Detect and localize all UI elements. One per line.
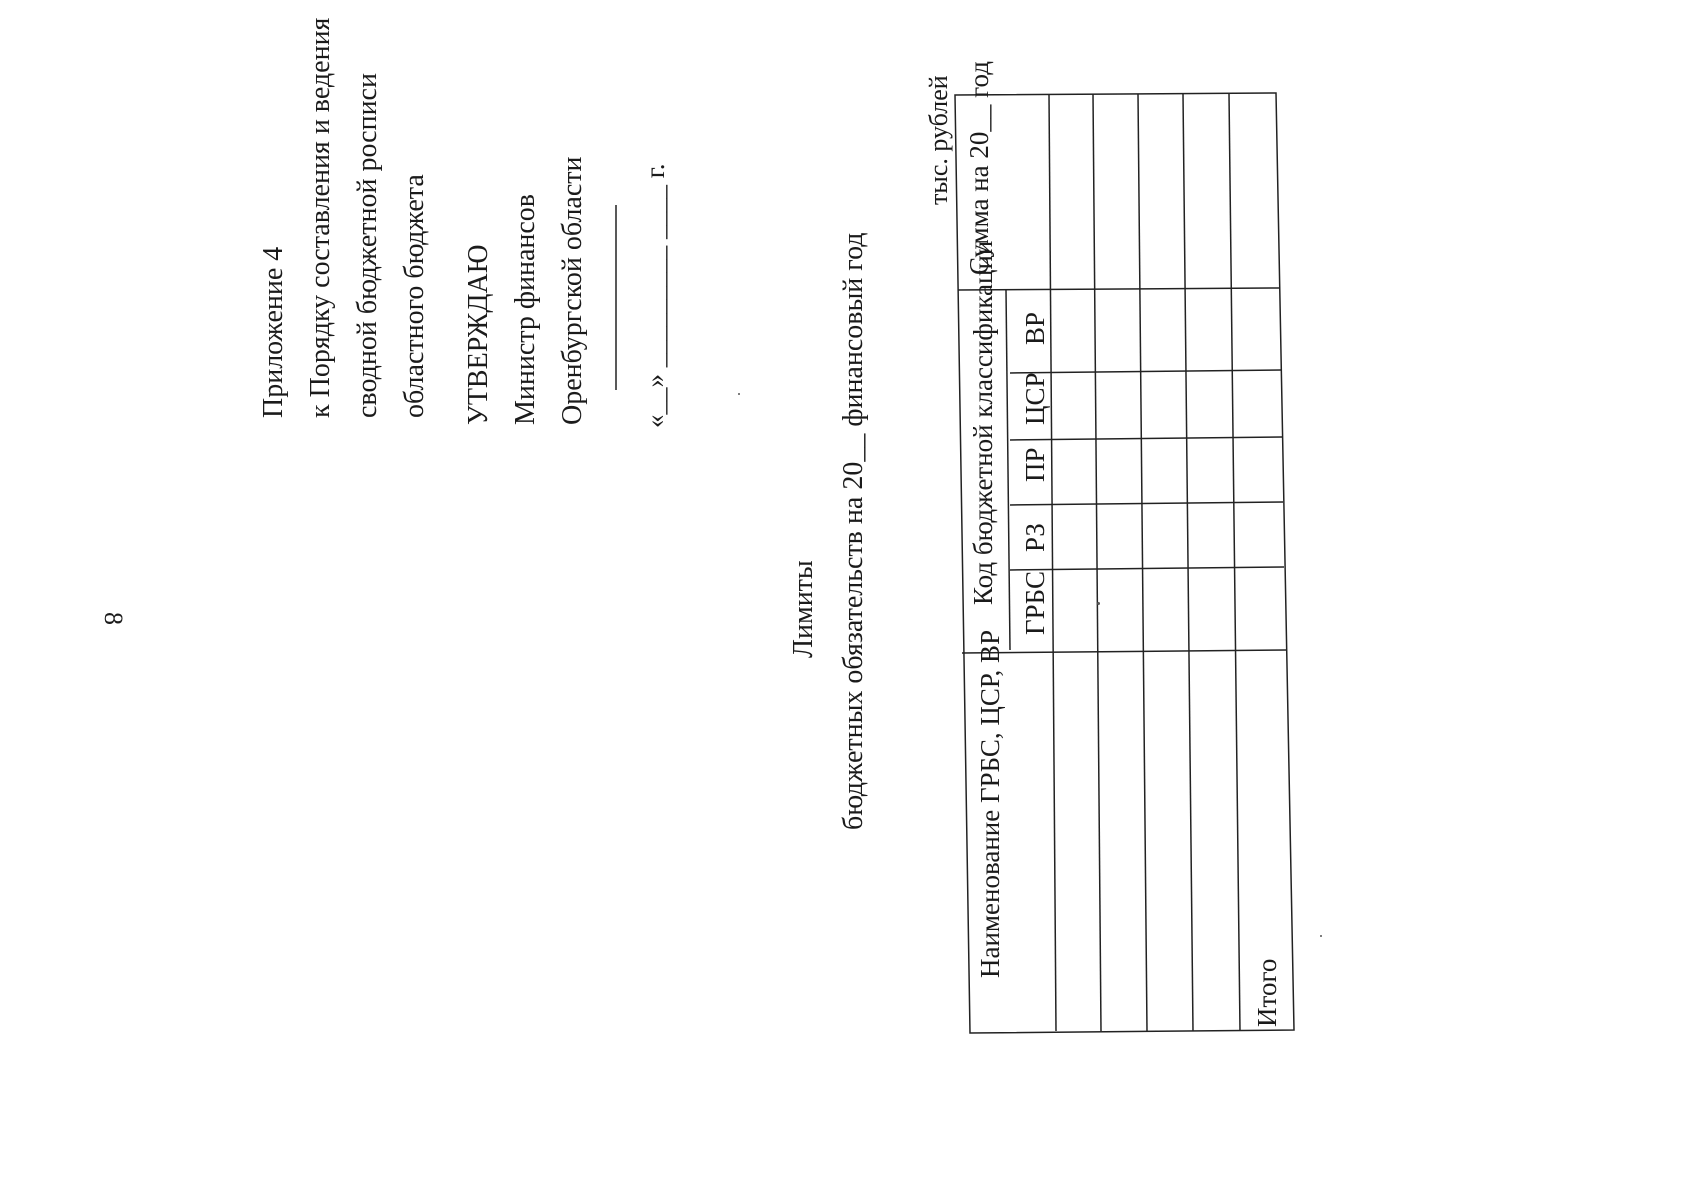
header-rz: РЗ (1020, 523, 1050, 552)
header-vr: ВР (1020, 311, 1050, 345)
scan-speck (1097, 602, 1100, 605)
approval-line: Министр финансов (510, 193, 541, 425)
units-label: тыс. рублей (924, 75, 953, 205)
header-pr: ПР (1020, 447, 1050, 482)
appendix-line: сводной бюджетной росписи (352, 73, 383, 418)
header-code: Код бюджетной классификации (968, 240, 998, 605)
header-tsr: ЦСР (1020, 372, 1050, 425)
header-name: Наименование ГРБС, ЦСР, ВР (975, 629, 1005, 978)
approval-date: «__» _________ ____ г. (640, 163, 670, 428)
appendix-line: Приложение 4 (258, 246, 289, 418)
scan-speck (738, 393, 740, 395)
total-label: Итого (1252, 958, 1282, 1027)
appendix-line: к Порядку составления и ведения (305, 17, 336, 418)
scan-speck (1320, 935, 1322, 937)
appendix-line: областного бюджета (399, 174, 430, 418)
header-sum: Сумма на 20__ год (964, 61, 994, 275)
approval-line: УТВЕРЖДАЮ (463, 244, 494, 425)
header-grbs: ГРБС (1020, 571, 1050, 635)
page-number: 8 (99, 612, 128, 625)
approval-line: Оренбургской области (557, 156, 588, 425)
document-subtitle: бюджетных обязательств на 20__ финансовый год (838, 232, 869, 830)
document-title: Лимиты (788, 560, 819, 658)
